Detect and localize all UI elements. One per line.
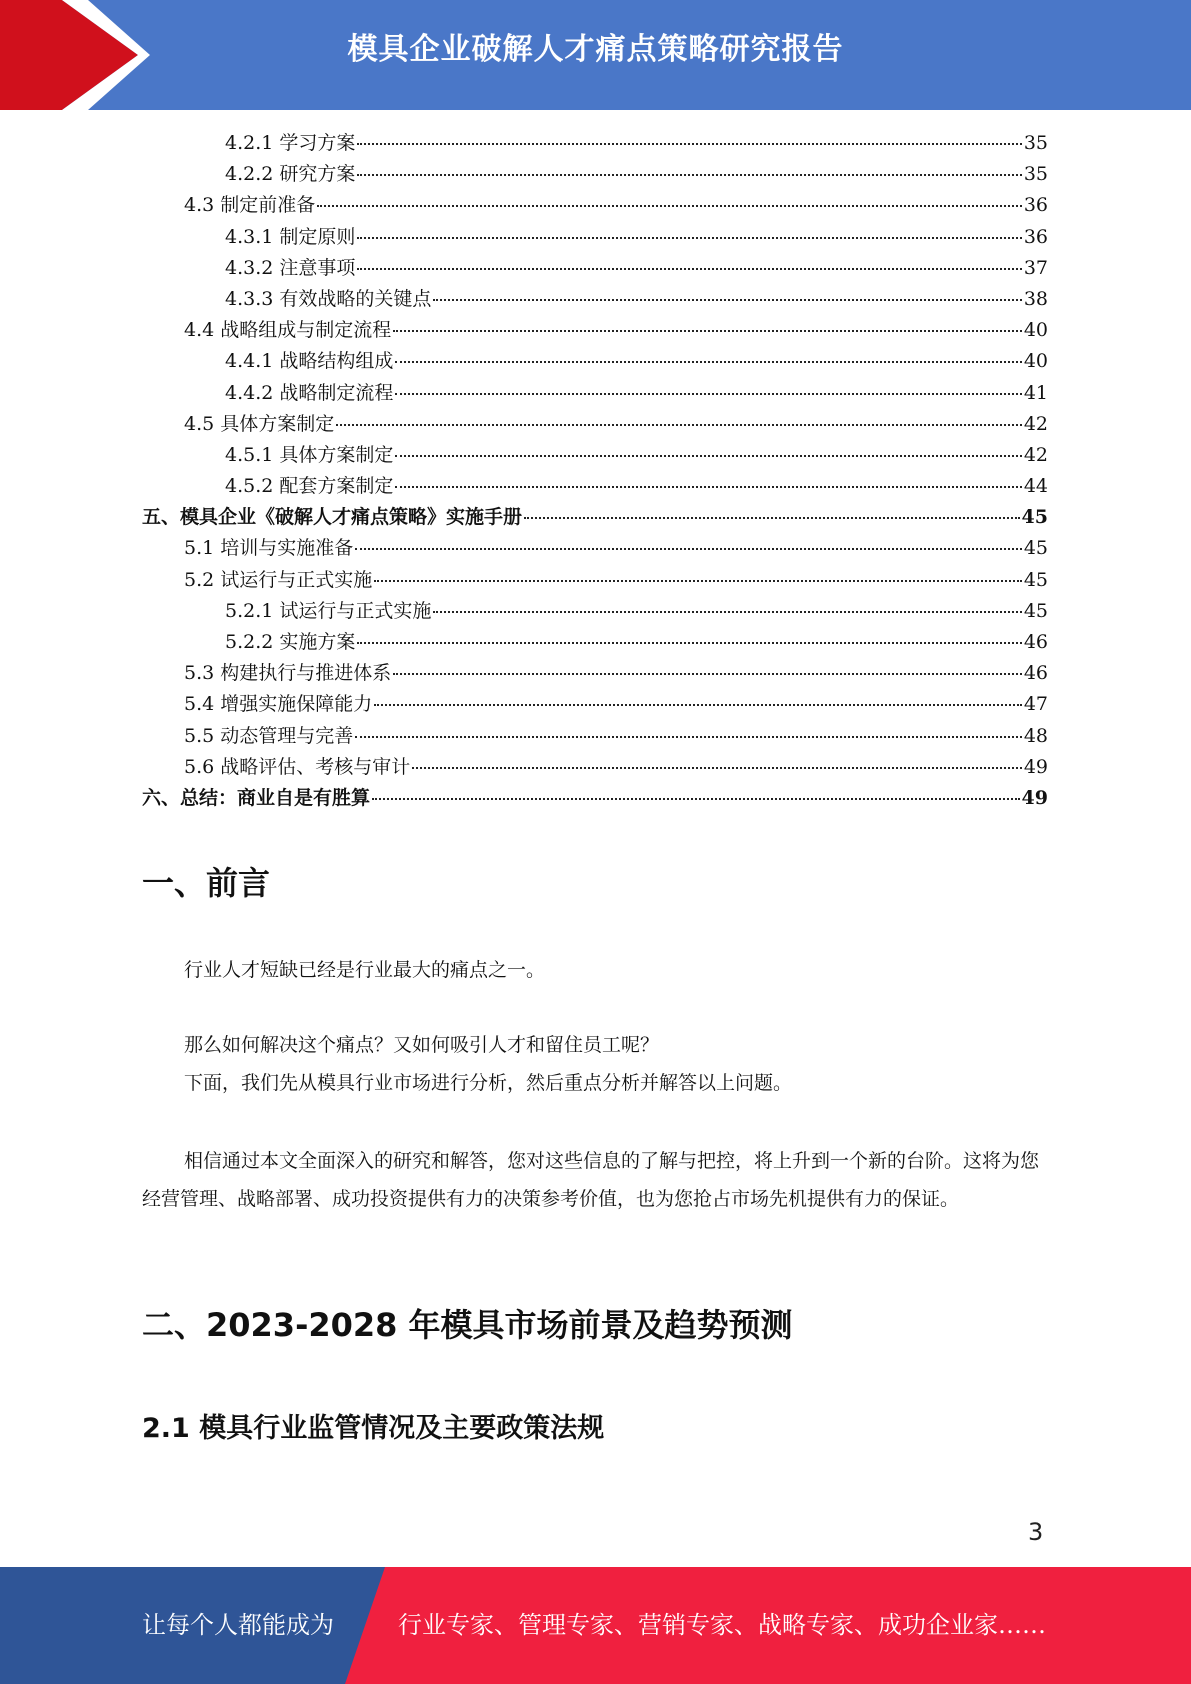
toc-entry-page: 37 bbox=[1023, 256, 1048, 279]
toc-dot-leader bbox=[336, 424, 1022, 426]
toc-entry[interactable] bbox=[142, 596, 1048, 627]
toc-dot-leader bbox=[357, 174, 1021, 176]
toc-entry-label: 五、模具企业《破解人才痛点策略》实施手册 bbox=[142, 506, 523, 529]
paragraph: 下面，我们先从模具行业市场进行分析，然后重点分析并解答以上问题。 bbox=[184, 1072, 793, 1094]
toc-entry[interactable] bbox=[142, 440, 1048, 471]
section-heading-preface: 一、前言 bbox=[142, 864, 271, 902]
toc-dot-leader bbox=[393, 673, 1022, 675]
page-footer bbox=[0, 1567, 1191, 1684]
toc-dot-leader bbox=[395, 361, 1021, 363]
toc-dot-leader bbox=[317, 205, 1022, 207]
toc-entry-page: 40 bbox=[1023, 350, 1048, 373]
toc-entry-label: 4.3.3 有效战略的关键点 bbox=[225, 287, 432, 310]
toc-entry[interactable] bbox=[142, 159, 1048, 190]
toc-entry[interactable] bbox=[142, 253, 1048, 284]
toc-entry[interactable] bbox=[142, 752, 1048, 783]
toc-dot-leader bbox=[357, 143, 1021, 145]
toc-entry-page: 45 bbox=[1023, 568, 1048, 591]
subsection-heading: 2.1 模具行业监管情况及主要政策法规 bbox=[142, 1413, 605, 1444]
toc-dot-leader bbox=[372, 798, 1020, 800]
toc-dot-leader bbox=[395, 486, 1021, 488]
toc-entry-page: 44 bbox=[1023, 475, 1048, 498]
toc-entry-page: 42 bbox=[1023, 443, 1048, 466]
toc-entry-label: 5.6 战略评估、考核与审计 bbox=[184, 755, 411, 778]
toc-entry-page: 38 bbox=[1023, 287, 1048, 310]
footer-slogan-left: 让每个人都能成为 bbox=[142, 1611, 334, 1639]
toc-entry[interactable] bbox=[142, 346, 1048, 377]
page-header bbox=[0, 0, 1191, 110]
toc-dot-leader bbox=[433, 299, 1021, 301]
toc-dot-leader bbox=[357, 642, 1021, 644]
toc-dot-leader bbox=[412, 767, 1022, 769]
toc-dot-leader bbox=[374, 704, 1022, 706]
toc-entry[interactable] bbox=[142, 284, 1048, 315]
toc-entry-label: 4.5.2 配套方案制定 bbox=[225, 475, 394, 498]
toc-dot-leader bbox=[393, 330, 1022, 332]
toc-entry[interactable] bbox=[142, 190, 1048, 221]
toc-dot-leader bbox=[355, 736, 1022, 738]
toc-entry-page: 42 bbox=[1023, 412, 1048, 435]
toc-entry-label: 六、总结：商业自是有胜算 bbox=[142, 786, 371, 809]
toc-entry-label: 4.4.1 战略结构组成 bbox=[225, 350, 394, 373]
toc-entry[interactable] bbox=[142, 471, 1048, 502]
toc-entry-label: 4.3.1 制定原则 bbox=[225, 225, 356, 248]
toc-entry[interactable] bbox=[142, 658, 1048, 689]
toc-entry-label: 4.3 制定前准备 bbox=[184, 194, 316, 217]
toc-entry-page: 45 bbox=[1021, 506, 1048, 529]
report-title: 模具企业破解人才痛点策略研究报告 bbox=[347, 32, 844, 67]
toc-entry-page: 35 bbox=[1023, 163, 1048, 186]
paragraph: 相信通过本文全面深入的研究和解答，您对这些信息的了解与把控，将上升到一个新的台阶。这将为您经营管理、战略部署、成功投资提供有力的决策参考价值，也为您抢占市场先机提供有力的保证。 bbox=[142, 1150, 1040, 1210]
toc-dot-leader bbox=[357, 268, 1021, 270]
toc-dot-leader bbox=[355, 548, 1022, 550]
toc-entry-page: 47 bbox=[1023, 693, 1048, 716]
toc-entry-page: 45 bbox=[1023, 599, 1048, 622]
toc-entry-label: 5.2.2 实施方案 bbox=[225, 631, 356, 653]
toc-entry-page: 40 bbox=[1023, 319, 1048, 342]
toc-entry-page: 49 bbox=[1023, 755, 1048, 778]
table-of-contents bbox=[142, 128, 1048, 814]
page-number: 3 bbox=[1028, 1518, 1044, 1546]
toc-entry[interactable] bbox=[142, 315, 1048, 346]
toc-entry-label: 4.4.2 战略制定流程 bbox=[225, 381, 394, 404]
toc-entry-label: 5.3 构建执行与推进体系 bbox=[184, 662, 392, 685]
toc-entry[interactable] bbox=[142, 783, 1048, 814]
toc-dot-leader bbox=[395, 455, 1021, 457]
toc-entry-label: 4.2.2 研究方案 bbox=[225, 163, 356, 186]
toc-entry-page: 36 bbox=[1023, 225, 1048, 248]
section-heading-market: 二、2023-2028 年模具市场前景及趋势预测 bbox=[142, 1306, 793, 1344]
footer-slogan-right: 行业专家、管理专家、营销专家、战略专家、成功企业家…… bbox=[398, 1611, 1046, 1639]
toc-entry[interactable] bbox=[142, 378, 1048, 409]
toc-dot-leader bbox=[374, 580, 1022, 582]
toc-entry-label: 5.5 动态管理与完善 bbox=[184, 724, 354, 747]
toc-dot-leader bbox=[433, 611, 1021, 613]
toc-entry-label: 5.2.1 试运行与正式实施 bbox=[225, 599, 432, 622]
toc-entry-page: 49 bbox=[1021, 786, 1048, 809]
toc-entry[interactable] bbox=[142, 533, 1048, 564]
toc-entry-page: 41 bbox=[1023, 381, 1048, 404]
toc-entry[interactable] bbox=[142, 565, 1048, 596]
toc-entry-label: 5.2 试运行与正式实施 bbox=[184, 568, 373, 591]
toc-entry-label: 5.1 培训与实施准备 bbox=[184, 537, 354, 560]
toc-entry[interactable] bbox=[142, 502, 1048, 533]
toc-entry[interactable] bbox=[142, 409, 1048, 440]
toc-entry-page: 45 bbox=[1023, 537, 1048, 560]
toc-entry[interactable] bbox=[142, 627, 1048, 658]
toc-entry-label: 4.5 具体方案制定 bbox=[184, 412, 335, 435]
toc-entry-page: 36 bbox=[1023, 194, 1048, 217]
toc-entry-page: 46 bbox=[1023, 631, 1048, 653]
toc-entry-page: 35 bbox=[1023, 132, 1048, 154]
toc-dot-leader bbox=[524, 517, 1020, 519]
paragraph: 行业人才短缺已经是行业最大的痛点之一。 bbox=[184, 959, 546, 981]
toc-entry[interactable] bbox=[142, 128, 1048, 159]
toc-entry-label: 4.3.2 注意事项 bbox=[225, 256, 356, 279]
toc-entry-label: 5.4 增强实施保障能力 bbox=[184, 693, 373, 716]
toc-entry[interactable] bbox=[142, 689, 1048, 720]
toc-entry-label: 4.2.1 学习方案 bbox=[225, 132, 356, 154]
toc-entry[interactable] bbox=[142, 721, 1048, 752]
toc-entry-page: 46 bbox=[1023, 662, 1048, 685]
toc-entry[interactable] bbox=[142, 222, 1048, 253]
toc-dot-leader bbox=[357, 237, 1021, 239]
toc-entry-page: 48 bbox=[1023, 724, 1048, 747]
toc-dot-leader bbox=[395, 393, 1021, 395]
toc-entry-label: 4.5.1 具体方案制定 bbox=[225, 443, 394, 466]
paragraph: 那么如何解决这个痛点？又如何吸引人才和留住员工呢？ bbox=[184, 1034, 660, 1056]
toc-entry-label: 4.4 战略组成与制定流程 bbox=[184, 319, 392, 342]
